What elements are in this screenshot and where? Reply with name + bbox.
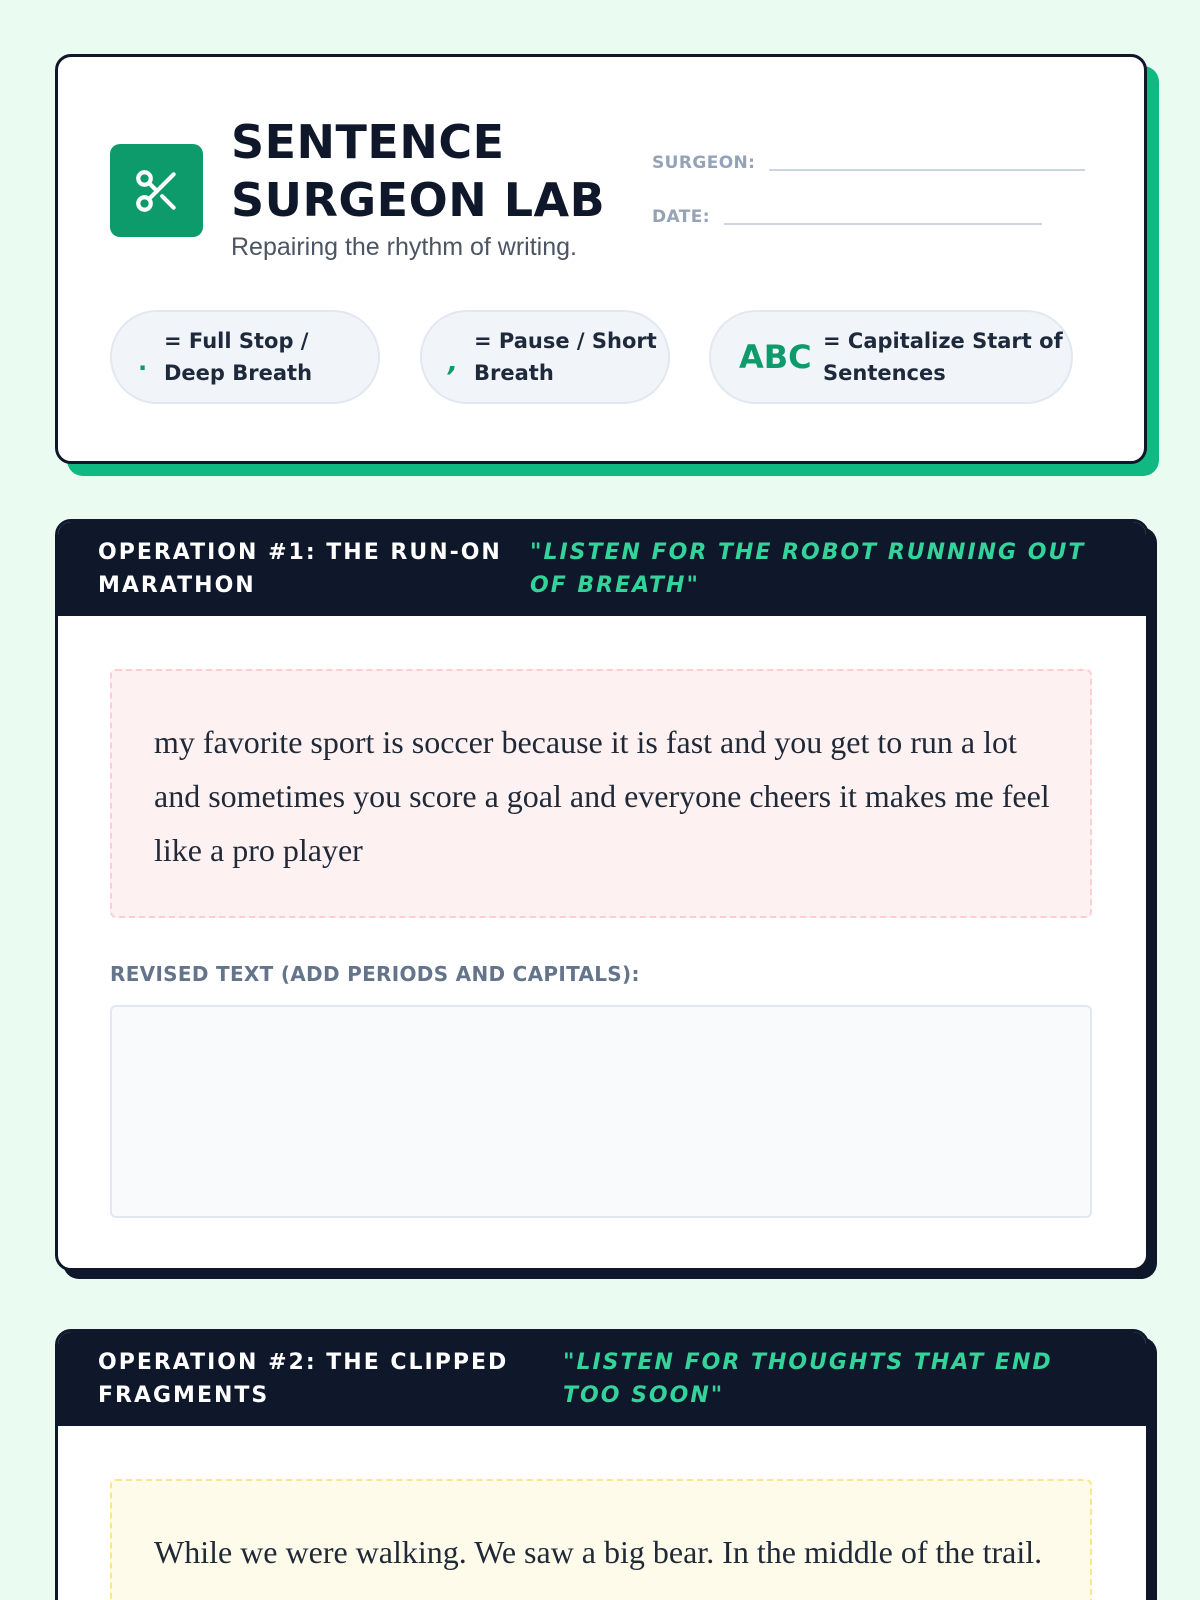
date-field[interactable]: [652, 207, 1042, 227]
surgeon-label: SURGEON:: [652, 153, 756, 173]
header-card: [55, 54, 1147, 464]
capitals-symbol: ABC: [739, 338, 812, 376]
operation-1-title: OPERATION #1: THE RUN-ON MARATHON: [98, 540, 502, 598]
operation-1-revise-label: REVISED TEXT (ADD PERIODS AND CAPITALS):: [110, 962, 640, 986]
period-symbol: .: [138, 348, 148, 376]
surgeon-input-line[interactable]: [769, 169, 1085, 171]
operation-1-card: [55, 519, 1149, 1271]
legend-pause-text: = Pause / Short Breath: [474, 329, 657, 385]
operation-2-card: [55, 1329, 1149, 1600]
operation-1-original-text: my favorite sport is soccer because it is fast and you get to run a lot and sometimes you score a goal and everyone cheers it makes me feel like a pro player: [110, 669, 1092, 918]
logo: [110, 144, 203, 237]
date-label: DATE:: [652, 207, 710, 227]
legend-pause: [420, 310, 670, 404]
legend-full-stop: [110, 310, 380, 404]
legend-capitalize-text: = Capitalize Start of Sentences: [823, 329, 1063, 385]
operation-1-header: [58, 522, 1146, 616]
legend-full-stop-text: = Full Stop / Deep Breath: [164, 329, 313, 385]
operation-2-title: OPERATION #2: THE CLIPPED FRAGMENTS: [98, 1350, 509, 1408]
legend-capitalize: [709, 310, 1073, 404]
operation-2-original-text: While we were walking. We saw a big bear. In the middle of the trail.: [110, 1479, 1092, 1600]
page-subtitle: Repairing the rhythm of writing.: [231, 233, 577, 261]
operation-1-revised-text-input[interactable]: [110, 1005, 1092, 1218]
operation-2-hint: "LISTEN FOR THOUGHTS THAT END TOO SOON": [563, 1350, 1053, 1408]
surgeon-field[interactable]: [652, 153, 1085, 173]
operation-1-hint: "LISTEN FOR THE ROBOT RUNNING OUT OF BREATH": [530, 540, 1086, 598]
date-input-line[interactable]: [724, 223, 1042, 225]
comma-symbol: ,: [448, 348, 458, 378]
scissors-icon: [132, 166, 182, 216]
page-title: SENTENCE SURGEON LAB: [231, 115, 606, 227]
operation-2-header: [58, 1332, 1146, 1426]
